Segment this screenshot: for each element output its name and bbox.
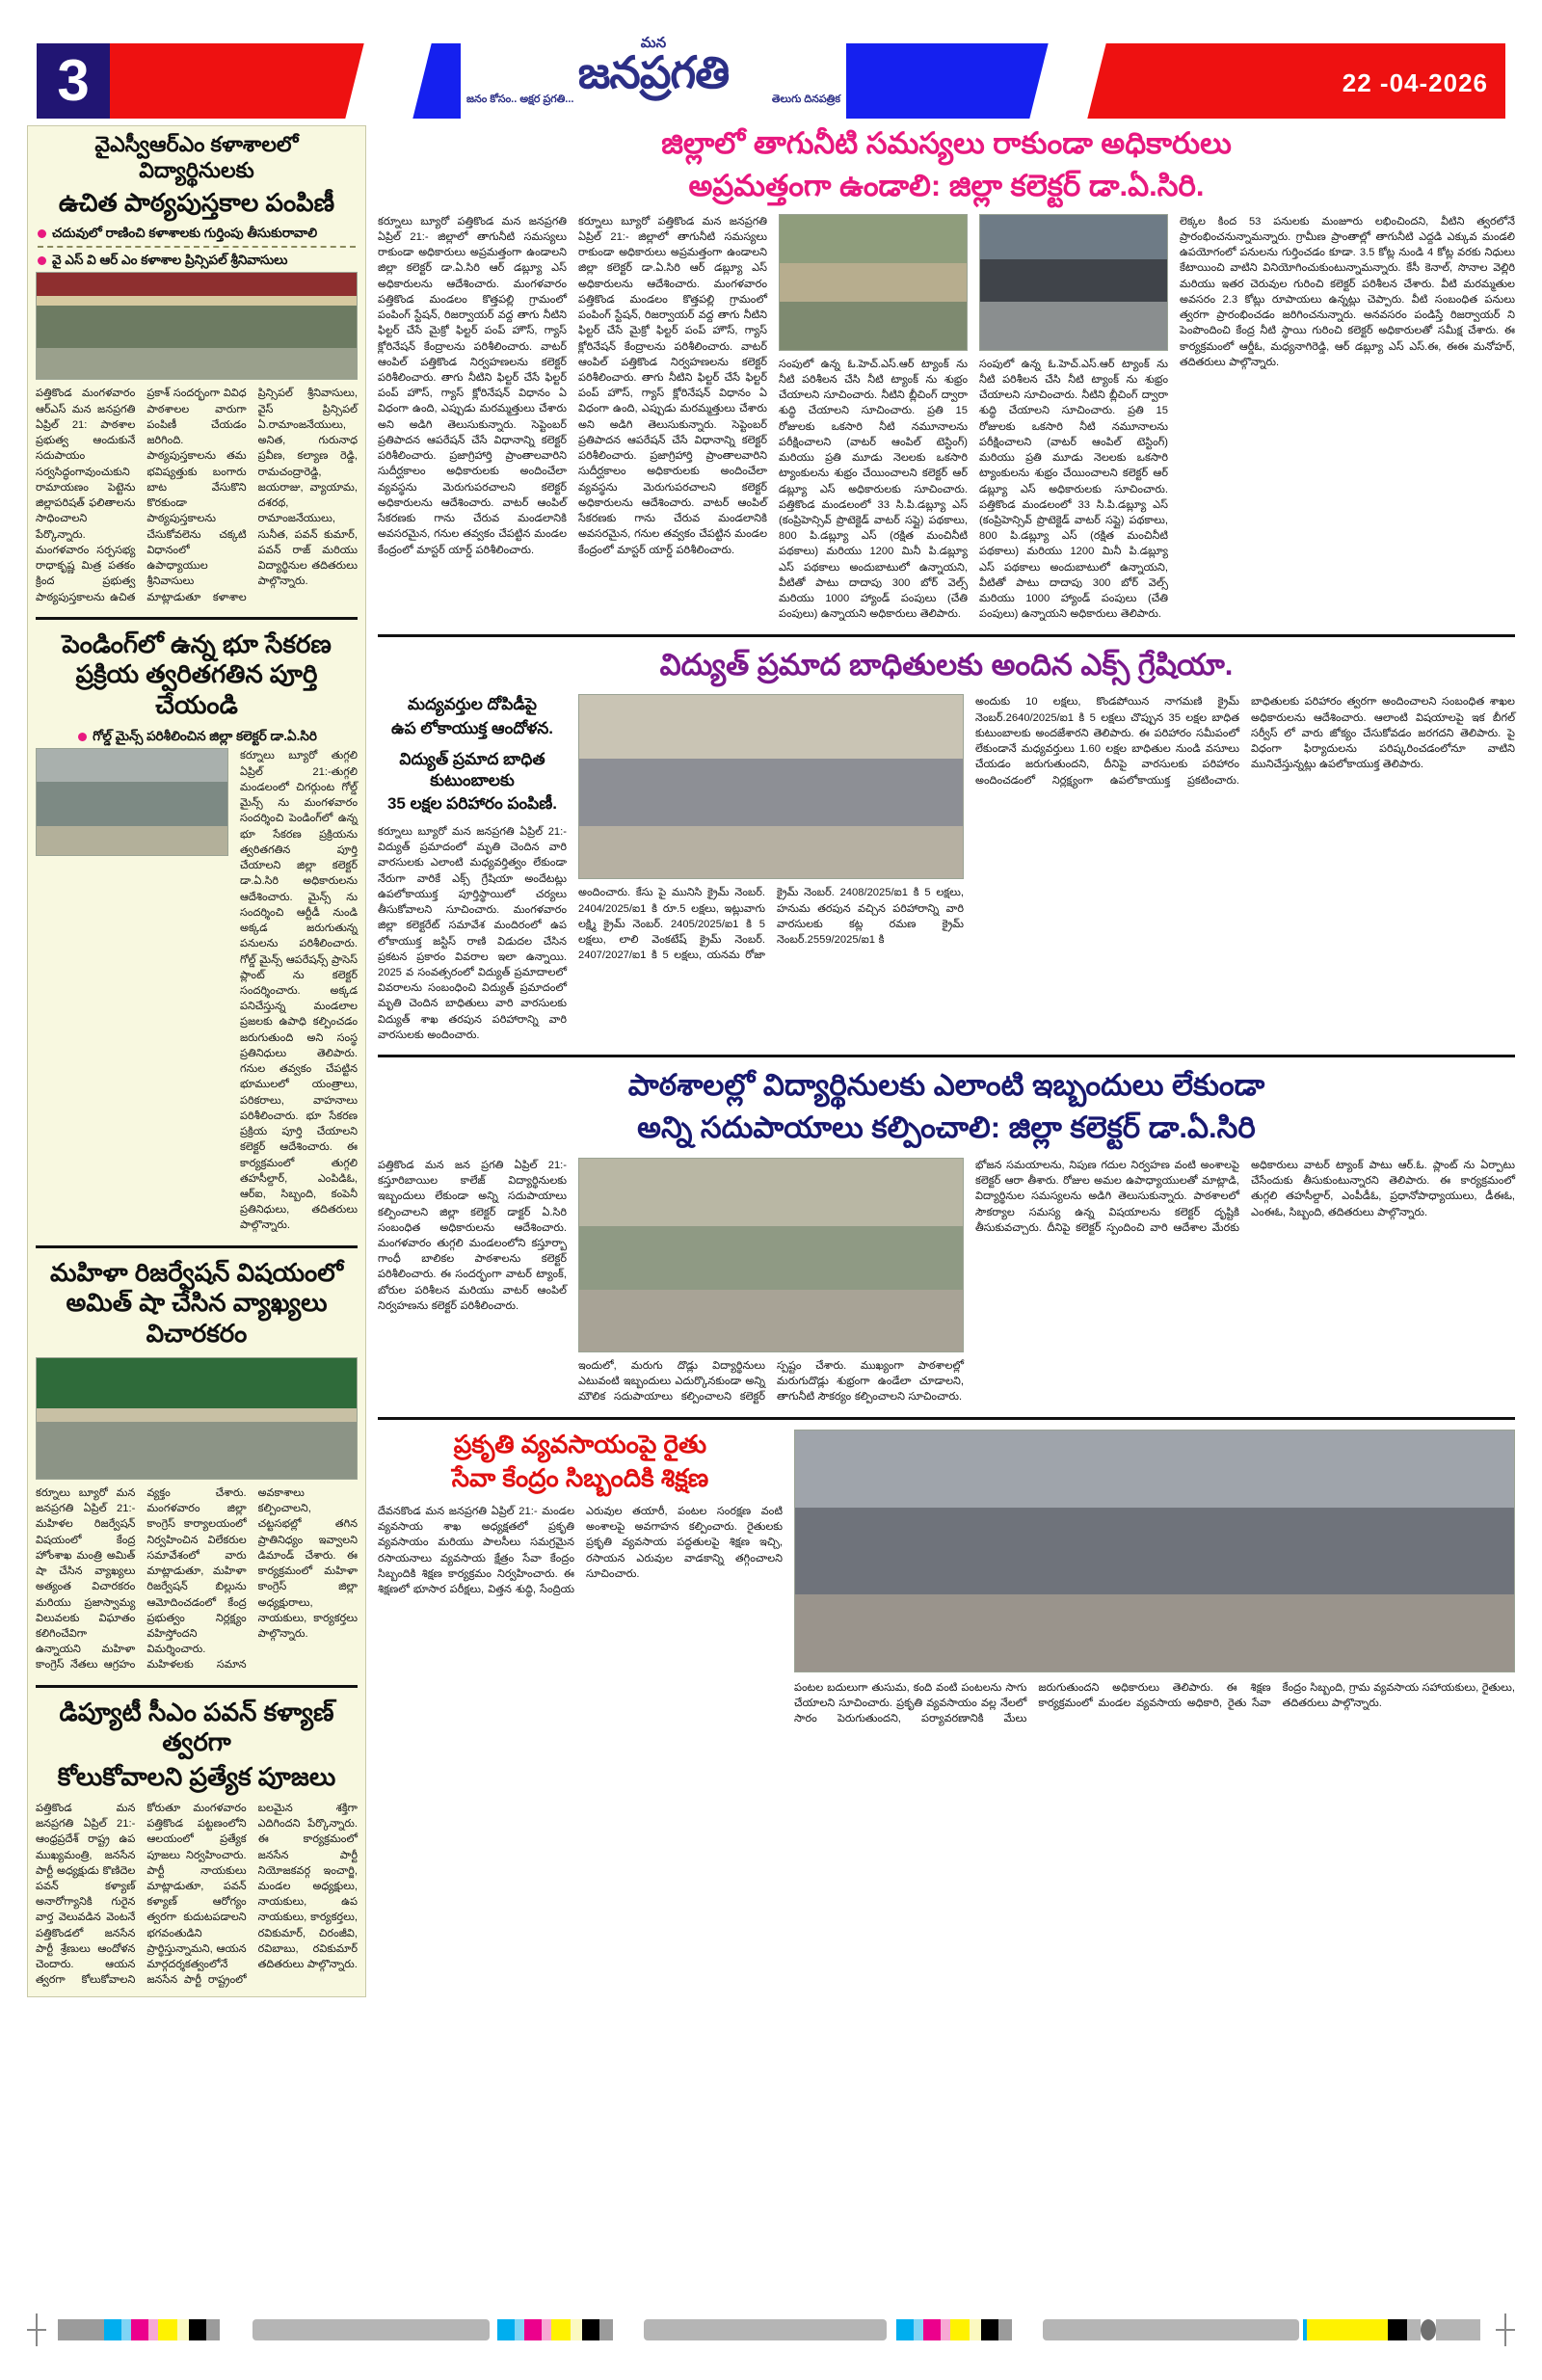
lead-headline-line2: అప్రమత్తంగా ఉండాలి: జిల్లా కలెక్టర్ డా.ఏ.సిరి. bbox=[688, 168, 1205, 202]
main-content-column bbox=[378, 125, 1515, 1726]
farming-body-right: పంటల బదులుగా తుసుమ, కంది వంటి పంటలను సాగు చేయాలని సూచించారు. ప్రకృతి వ్యవసాయం వల్ల నేలలో సారం పెరుగుతుందని, పర్యావరణానికి మేలు జరుగుతుందని అధికారులు తెలిపారు. ఈ శిక్షణ కార్యక్రమంలో మండల వ్యవసాయ అధికారి, రైతు సేవా కేంద్రం సిబ్బంది, గ్రామ వ్యవసాయ సహాయకులు, రైతులు, తదితరులు పాల్గొన్నారు. bbox=[794, 1681, 1515, 1725]
article-drinking-water bbox=[378, 125, 1515, 623]
article-headline: పెండింగ్‌లో ఉన్న భూ సేకరణ ప్రక్రియ త్వరితగతిన పూర్తి చేయండి bbox=[62, 628, 332, 720]
article-headline-line1: డిప్యూటీ సీఎం పవన్ కళ్యాణ్ త్వరగా bbox=[59, 1697, 334, 1757]
divider bbox=[36, 1245, 358, 1248]
article-headline-line2: కోలుకోవాలని ప్రత్యేక పూజలు bbox=[57, 1762, 336, 1792]
divider bbox=[378, 634, 1515, 637]
power-subhead-1: మద్యవర్తుల దోపిడీపై bbox=[407, 695, 538, 714]
lead-photo-1 bbox=[779, 214, 968, 351]
masthead-mana: మన bbox=[640, 35, 667, 51]
divider bbox=[378, 1055, 1515, 1057]
tagline-right: తెలుగు దినపత్రిక bbox=[771, 93, 840, 105]
list-item bbox=[36, 728, 358, 745]
bullet-list bbox=[36, 225, 358, 268]
list-item bbox=[36, 252, 358, 269]
masthead-red-band-right bbox=[1068, 43, 1505, 119]
article-free-textbooks bbox=[36, 132, 358, 605]
lead-headline-line1: జిల్లాలో తాగునీటి సమస్యలు రాకుండా అధికారులు bbox=[661, 126, 1232, 160]
tagline-left: జనం కోసం.. అక్షర ప్రగతి... bbox=[466, 93, 574, 105]
school-headline-line1: పాఠశాలల్లో విద్యార్థినులకు ఎలాంటి ఇబ్బందులు లేకుండా bbox=[627, 1068, 1265, 1103]
article-headline: ఉచిత పాఠ్యపుస్తకాల పంపిణీ bbox=[58, 187, 335, 217]
article-power-exgratia bbox=[378, 647, 1515, 1044]
registration-bar bbox=[0, 2319, 1542, 2340]
power-subhead-2: ఉప లోకాయుక్త ఆందోళన. bbox=[391, 718, 553, 737]
bullet-dot-icon bbox=[78, 733, 87, 741]
divider bbox=[36, 1685, 358, 1688]
school-headline-line2: అన్ని సదుపాయాలు కల్పించాలి: జిల్లా కలెక్టర్ డా.ఏ.సిరి bbox=[637, 1110, 1256, 1144]
lead-body-left-cont: కర్నూలు బ్యూరో పత్తికొండ మన జనప్రగతి ఏప్రిల్ 21:- జిల్లాలో తాగునీటి సమస్యలు రాకుండా అధికారులు అప్రమత్తంగా ఉండాలని జిల్లా కలెక్టర్ డా.ఏ.సిరి ఆర్ డబ్ల్యూ ఎస్ అధికారులను ఆదేశించారు. మంగళవారం పత్తికొండ మండలం కొత్తపల్లి గ్రామంలో పంపింగ్ స్టేషన్, రిజర్వాయర్ వద్ద తాగు నీటిని ఫిల్టర్ చేసే మైక్రో ఫిల్టర్ పంప్ హౌస్, గ్యాస్ క్లోరినేషన్ కేంద్రాలను పరిశీలించారు. వాటర్ ఆంపిల్ పత్తికొండ నిర్వహణలను కలెక్టర్ పరిశీలించారు. తాగు నీటిని ఫిల్టర్ చేసే ఫిల్టర్ పంప్ హౌస్, గ్యాస్ క్లోరినేషన్ విధానం ఏ విధంగా ఉంది, ఎప్పుడు మరమ్మత్తులు చేశారు అని అడిగి తెలుసుకున్నారు. సెప్టెంబర్ ప్రతిపాదన ఆపరేషన్ చేసే విధానాన్ని కలెక్టర్ పరిశీలించారు. ప్రజాగ్రిహార్తి ప్రాంతాలవారిని సుదీర్ఘకాలం అధికారులకు అందించేలా వ్యవస్థను మెరుగుపరచాలని కలెక్టర్ అధికారులను ఆదేశించారు. వాటర్ ఆంపిల్ సేకరణకు గాను చేరువ మండలానికి అవసరమైన, గనుల తవ్వకం చేపట్టిన మండల కేంద్రంలో మాస్టర్ యార్డ్ పరిశీలించారు. bbox=[578, 215, 767, 556]
article-school-facilities bbox=[378, 1067, 1515, 1404]
masthead-taglines bbox=[461, 94, 846, 108]
bullet-dot-icon bbox=[38, 229, 46, 238]
divider bbox=[36, 617, 358, 620]
left-column bbox=[27, 125, 366, 1997]
article-body: కర్నూలు బ్యూరో మన జనప్రగతి ఏప్రిల్ 21:-మహిళల రిజర్వేషన్ విషయంలో కేంద్ర హోంశాఖ మంత్రి అమిత్ షా చేసిన వ్యాఖ్యలు అత్యంత విచారకరం మరియు ప్రజాస్వామ్య విలువలకు విఘాతం కలిగించేవిగా ఉన్నాయని మహిళా కాంగ్రెస్ నేతలు ఆగ్రహం వ్యక్తం చేశారు. మంగళవారం జిల్లా కాంగ్రెస్ కార్యాలయంలో నిర్వహించిన విలేకరుల సమావేశంలో వారు మాట్లాడుతూ, మహిళా రిజర్వేషన్ బిల్లును ఆమోదించడంలో కేంద్ర ప్రభుత్వం నిర్లక్ష్యం వహిస్తోందని విమర్శించారు. మహిళలకు సమాన అవకాశాలు కల్పించాలని, చట్టసభల్లో తగిన ప్రాతినిధ్యం ఇవ్వాలని డిమాండ్ చేశారు. ఈ కార్యక్రమంలో మహిళా కాంగ్రెస్ జిల్లా అధ్యక్షురాలు, నాయకులు, కార్యకర్తలు పాల్గొన్నారు. bbox=[36, 1486, 358, 1671]
article-headline: మహిళా రిజర్వేషన్ విషయంలో అమిత్ షా చేసిన వ్యాఖ్యలు విచారకరం bbox=[50, 1257, 343, 1349]
power-headline: విద్యుత్ ప్రమాద బాధితులకు అందిన ఎక్స్ గ్రేషియా. bbox=[659, 647, 1234, 682]
page-number: 3 bbox=[37, 43, 110, 119]
farming-photo bbox=[794, 1430, 1515, 1672]
article-womens-reservation bbox=[36, 1258, 358, 1673]
article-kicker: వైఎస్వీఆర్ఎం కళాశాలలో విద్యార్థినులకు bbox=[94, 132, 299, 182]
divider bbox=[378, 1417, 1515, 1420]
article-body: పత్తికొండ మంగళవారం ఆర్ఎస్ మన జనప్రగతి ఏప్రిల్ 21: పాఠశాల ప్రభుత్వ ఆందుకునే సదుపాయం సర్వసిద్ధంగావుంచుకుని రామాయణం పెట్టెను జిల్లాపరిషత్ ఫలితాలను సాధించాలని పేర్కొన్నారు. మంగళవారం సర్పసభ్య రాధాకృష్ణ మిత్ర పతకం క్రింద ప్రభుత్వ పాఠ్యపుస్తకాలను ఉచిత ప్రకాశ్ సందర్భంగా వివిధ పాఠశాలల వారుగా పంపిణీ చేయడం జరిగింది. పాఠ్యపుస్తకాలను తమ భవిష్యత్తుకు బంగారు బాట వేసుకొని కొరకుండా పాఠ్యపుస్తకాలను చేసుకోవలెను చక్కటి విధానంలో ఉపాధ్యాయుల శ్రీనివాసులు మాట్లాడుతూ కళాశాల ప్రిన్సిపల్ శ్రీనివాసులు, వైస్ ప్రిన్సిపల్ ఏ.రామాంజనేయులు, అనిత, గురునాధ ప్రవీణ, కల్యాణ రెడ్డి, రామచంద్రారెడ్డి, జయరాజు, వ్యాయామ, దశరథ, రామాంజనేయులు, సునీత, పవన్ కుమార్, పవన్ రాజ్ మరియు విద్యార్థినుల తదితరులు పాల్గొన్నారు. bbox=[36, 388, 358, 603]
article-body-intro: కర్నూలు బ్యూరో తుగ్గలి ఏప్రిల్ 21:-తుగ్గలి మండలంలో చిగర్గుంట గోల్డ్ మైన్స్ ను మంగళవారం సందర్శించి పెండింగ్‌లో ఉన్న భూ సేకరణ ప్రక్రియను త్వరితగతిన పూర్తి చేయాలని జిల్లా కలెక్టర్ డా.ఏ.సిరి అధికారులను ఆదేశించారు. మైన్స్ ను సందర్శించి ఆర్టీడీ నుండి అక్కడ జరుగుతున్న పనులను పరిశీలించారు. గోల్డ్ మైన్స్ ఆపరేషన్స్ ప్రాసెస్ ప్లాంట్ ను కలెక్టర్ సందర్శించారు. అక్కడ పనిచేస్తున్న మండలాల ప్రజలకు ఉపాధి కల్పించడం జరుగుతుంది అని సంస్థ ప్రతినిధులు తెలిపారు. గనుల తవ్వకం చేపట్టిన భూములలో యంత్రాలు, పరికరాలు, వాహనాలు పరిశీలించారు. భూ సేకరణ ప్రక్రియ పూర్తి చేయాలని కలెక్టర్ ఆదేశించారు. ఈ కార్యక్రమంలో తుగ్గలి తహసీల్దార్, ఎంపిడిఓ, ఆర్ఐ, సిబ్బంది, కంపెనీ ప్రతినిధులు, తదితరులు పాల్గొన్నారు. bbox=[240, 750, 358, 1232]
school-body-left: పత్తికొండ మన జన ప్రగతి ఏప్రిల్ 21:-కస్తూరిబాయిల కాలేజ్ విద్యార్థినులకు ఇబ్బందులు లేకుండా అన్ని సదుపాయాలు కల్పించాలని జిల్లా కలెక్టర్ డాక్టర్ ఏ.సిరి సంబంధిత అధికారులను ఆదేశించారు. మంగళవారం తుగ్గలి మండలంలోని కస్తూర్బా గాంధీ బాలికల పాఠశాలను కలెక్టర్ పరిశీలించారు. ఈ సందర్భంగా వాటర్ ట్యాంక్, బోరుల పరిశీలన మరియు వాటర్ ఆంపిల్ నిర్వహణను కలెక్టర్ పరిశీలించారు. bbox=[378, 1159, 567, 1312]
publication-date: 22 -04-2026 bbox=[1342, 68, 1488, 97]
power-photo bbox=[578, 694, 964, 879]
article-body: పత్తికొండ మన జనప్రగతి ఏప్రిల్ 21:-ఆంధ్రప్రదేశ్ రాష్ట్ర ఉప ముఖ్యమంత్రి, జనసేన పార్టీ అధ్యక్షుడు కొణిదెల పవన్ కళ్యాణ్ అనారోగ్యానికి గురైన వార్త వెలువడిన వెంటనే పత్తికొండలో జనసేన పార్టీ శ్రేణులు ఆందోళన చెందారు. ఆయన త్వరగా కోలుకోవాలని కోరుతూ మంగళవారం పత్తికొండ పట్టణంలోని ఆలయంలో ప్రత్యేక పూజలు నిర్వహించారు. పార్టీ నాయకులు మాట్లాడుతూ, పవన్ కళ్యాణ్ ఆరోగ్యం త్వరగా కుదుటపడాలని భగవంతుడిని ప్రార్థిస్తున్నామని, ఆయన మార్గదర్శకత్వంలోనే జనసేన పార్టీ రాష్ట్రంలో బలమైన శక్తిగా ఎదిగిందని పేర్కొన్నారు. ఈ కార్యక్రమంలో జనసేన పార్టీ నియోజకవర్గ ఇంచార్జి, మండల అధ్యక్షులు, నాయకులు, ఉప నాయకులు, కార్యకర్తలు, రవికుమార్, చిరంజీవి, రవిబాబు, రవికుమార్ తదితరులు పాల్గొన్నారు. bbox=[36, 1802, 358, 1987]
masthead-logo bbox=[461, 34, 846, 126]
masthead-title: జనప్రగతి bbox=[577, 47, 730, 97]
article-natural-farming bbox=[378, 1430, 1515, 1727]
lead-body-right: సంపులో ఉన్న ఓ.హెచ్.ఎస్.ఆర్ ట్యాంక్ ను నీటి పరిశీలన చేసి నీటి ట్యాంక్ ను శుభ్రం చేయాలని సూచించారు. నీటిని బ్లీచింగ్ ద్వారా శుద్ధి చేయాలని సూచించారు. ప్రతి 15 రోజులకు ఒకసారి నీటి నమూనాలను పరీక్షించాలని (వాటర్ ఆంపిల్ టెస్టింగ్) మరియు ప్రతి మూడు నెలలకు ఒకసారి ట్యాంకులను శుభ్రం చేయించాలని కలెక్టర్ ఆర్ డబ్ల్యూ ఎస్ అధికారులకు సూచించారు. పత్తికొండ మండలంలో 33 సి.పి.డబ్ల్యూ ఎస్ (కంప్రిహెన్సివ్ ప్రొటెక్టెడ్ వాటర్ సప్లై) పథకాలు, 800 పి.డబ్ల్యూ ఎస్ (రక్షిత మంచినీటి పథకాలు) మరియు 1200 మినీ పి.డబ్ల్యూ ఎస్ పథకాలు అందుబాటులో ఉన్నాయని, వీటితో పాటు దాదాపు 300 బోర్ వెల్స్ మరియు 1000 హ్యాండ్ పంపులు (చేతి పంపులు) ఉన్నాయని అధికారులు తెలిపారు. bbox=[979, 358, 1168, 621]
school-photo bbox=[578, 1158, 964, 1352]
power-body-left: కర్నూలు బ్యూరో మన జనప్రగతి ఏప్రిల్ 21:- విద్యుత్ ప్రమాదంలో మృతి చెందిన వారి వారసులకు ఎలాంటి మధ్యవర్తిత్వం లేకుండా నేరుగా వారికే ఎక్స్ గ్రేషియా అందేటట్లు ఉపలోకాయుక్త పూర్తిస్థాయిలో చర్యలు తీసుకోవాలని సూచించారు. మంగళవారం జిల్లా కలెక్టరేట్ సమావేశ మందిరంలో ఉప లోకాయుక్త జస్టిస్ రాణి విడుదల చేసిన ప్రకటన ప్రకారం వివరాల ఇలా ఉన్నాయి. 2025 వ సంవత్సరంలో విద్యుత్ ప్రమాదాలలో వివరాలను సంబంధించి విద్యుత్ ప్రమాదంలో మృతి చెందిన బాధితులు వారి వారసులకు విద్యుత్ శాఖ తరపున పరిహారాన్ని వారి వారసులకు అందించారు. bbox=[378, 825, 567, 1041]
masthead bbox=[37, 35, 1505, 119]
bullet-text: చదువులో రాణించి కళాశాలకు గుర్తింపు తీసుకురావాలి bbox=[52, 226, 318, 241]
lead-photo-2 bbox=[979, 214, 1168, 351]
bullet-list bbox=[36, 728, 358, 745]
divider bbox=[38, 246, 356, 248]
lead-body-left: కర్నూలు బ్యూరో పత్తికొండ మన జనప్రగతి ఏప్రిల్ 21:- జిల్లాలో తాగునీటి సమస్యలు రాకుండా అధికారులు అప్రమత్తంగా ఉండాలని జిల్లా కలెక్టర్ డా.ఏ.సిరి ఆర్ డబ్ల్యూ ఎస్ అధికారులను ఆదేశించారు. మంగళవారం పత్తికొండ మండలం కొత్తపల్లి గ్రామంలో పంపింగ్ స్టేషన్, రిజర్వాయర్ వద్ద తాగు నీటిని ఫిల్టర్ చేసే మైక్రో ఫిల్టర్ పంప్ హౌస్, గ్యాస్ క్లోరినేషన్ కేంద్రాలను పరిశీలించారు. వాటర్ ఆంపిల్ పత్తికొండ నిర్వహణలను కలెక్టర్ పరిశీలించారు. తాగు నీటిని ఫిల్టర్ చేసే ఫిల్టర్ పంప్ హౌస్, గ్యాస్ క్లోరినేషన్ విధానం ఏ విధంగా ఉంది, ఎప్పుడు మరమ్మత్తులు చేశారు అని అడిగి తెలుసుకున్నారు. సెప్టెంబర్ ప్రతిపాదన ఆపరేషన్ చేసే విధానాన్ని కలెక్టర్ పరిశీలించారు. ప్రజాగ్రిహార్తి ప్రాంతాలవారిని సుదీర్ఘకాలం అధికారులకు అందించేలా వ్యవస్థను మెరుగుపరచాలని కలెక్టర్ అధికారులను ఆదేశించారు. వాటర్ ఆంపిల్ సేకరణకు గాను చేరువ మండలానికి అవసరమైన, గనుల తవ్వకం చేపట్టిన మండల కేంద్రంలో మాస్టర్ యార్డ్ పరిశీలించారు. bbox=[378, 215, 567, 556]
bullet-dot-icon bbox=[38, 256, 46, 265]
power-subhead-4: 35 లక్షల పరిహారం పంపిణీ. bbox=[386, 793, 558, 813]
power-subhead-3: విద్యుత్ ప్రమాద బాధిత కుటుంబాలకు bbox=[399, 749, 545, 789]
list-item bbox=[36, 225, 358, 242]
lead-body-mid: సంపులో ఉన్న ఓ.హెచ్.ఎస్.ఆర్ ట్యాంక్ ను నీటి పరిశీలన చేసి నీటి ట్యాంక్ ను శుభ్రం చేయాలని సూచించారు. నీటిని బ్లీచింగ్ ద్వారా శుద్ధి చేయాలని సూచించారు. ప్రతి 15 రోజులకు ఒకసారి నీటి నమూనాలను పరీక్షించాలని (వాటర్ ఆంపిల్ టెస్టింగ్) మరియు ప్రతి మూడు నెలలకు ఒకసారి ట్యాంకులను శుభ్రం చేయించాలని కలెక్టర్ ఆర్ డబ్ల్యూ ఎస్ అధికారులకు సూచించారు. పత్తికొండ మండలంలో 33 సి.పి.డబ్ల్యూ ఎస్ (కంప్రిహెన్సివ్ ప్రొటెక్టెడ్ వాటర్ సప్లై) పథకాలు, 800 పి.డబ్ల్యూ ఎస్ (రక్షిత మంచినీటి పథకాలు) మరియు 1200 మినీ పి.డబ్ల్యూ ఎస్ పథకాలు అందుబాటులో ఉన్నాయని, వీటితో పాటు దాదాపు 300 బోర్ వెల్స్ మరియు 1000 హ్యాండ్ పంపులు (చేతి పంపులు) ఉన్నాయని అధికారులు తెలిపారు. bbox=[779, 358, 968, 621]
bullet-text: వై ఎస్ వి ఆర్ ఎం కళాశాల ప్రిన్సిపల్ శ్రీనివాసులు bbox=[52, 252, 288, 267]
article-photo bbox=[36, 748, 228, 856]
power-body-mid: అందించారు. కేసు పై మునిసి క్రైమ్ నెంబర్. 2404/2025/ఐ1 కి రూ.5 లక్షలు, ఇట్లువాగు లక్ష్మి క్రైమ్ నెంబర్. 2405/2025/ఐ1 కి 5 లక్షలు, లాలి వెంకటేష్ క్రైమ్ నెంబర్. 2407/2027/ఐ1 కి 5 లక్షలు, యనమ రోజా క్రైమ్ నెంబర్. 2408/2025/ఐ1 కి 5 లక్షలు, హనుమ తరపున వచ్చిన పరిహారాన్ని వారి వారసులకు కట్ల రమణ క్రైమ్ నెంబర్.2559/2025/ఐ1 కి bbox=[578, 887, 964, 962]
lead-body-far-right: లెక్కల కింద 53 పనులకు మంజూరు లభించిందని, వీటిని త్వరలోనే ప్రారంభించనున్నామన్నారు. గ్రామీణ ప్రాంతాల్లో తాగునీటి ఎద్దడి ఎక్కువ మండలి ఉపయోగంలో పనులను గుర్తించడం కూడా. 3.5 కోట్ల నుండి 4 కోట్ల వరకు నిధులు కేటాయించి వాటిని వినియోగించుకుంటున్నామన్నారు. కేసీ కెనాల్, సొనాల వెల్లిరి మరియు ఇతర చెరువుల గురించి కలెక్టర్ పరిశీలన చేశారు. వీటి మరమ్మతుల అవసరం 2.3 కోట్లు రూపాయలు ఉన్నట్లు చెప్పారు. వీటి సంబంధిత పనులు త్వరగా ప్రారంభించడం జరిగించనున్నారు. అనవసరం పండిస్తే రిజర్వాయర్ ని పెంపొందించి కేంద్ర నీటి స్థాయి గురించి కలెక్టర్ అధికారులతో సమీక్ష చేశారు. ఈ కార్యక్రమంలో ఆర్డీఓ, మధ్యనాగిరెడ్డి, ఆర్ డబ్ల్యూ ఎస్ ఎస్.ఈ, ఈఈ మనోహర్, తదితరులు పాల్గొన్నారు. bbox=[1180, 215, 1515, 368]
school-body-right: భోజన సమయాలను, నిపుణ గదుల నిర్వహణ వంటి అంశాలపై కలెక్టర్ ఆరా తీశారు. రోజుల అమల ఉపాధ్యాయులతో మాట్లాడి, విద్యార్థినుల సమస్యలను అడిగి తెలుసుకున్నారు. పాఠశాలలో సౌకర్యాల సమస్య ఉన్న విషయాలను కలెక్టర్ దృష్టికి తీసుకువచ్చారు. దీనిపై కలెక్టర్ స్పందించి వారి ఆదేశాల మేరకు అధికారులు వాటర్ ట్యాంక్ పాటు ఆర్.ఓ. ప్లాంట్ ను ఏర్పాటు చేసేందుకు తీసుకుంటున్నారని తెలిపారు. ఈ కార్యక్రమంలో తుగ్గలి తహసీల్దార్, ఎంపీడీఓ, ప్రధానోపాధ్యాయులు, డీఈఓ, ఎంఈఓ, సిబ్బంది, తదితరులు పాల్గొన్నారు. bbox=[975, 1159, 1515, 1234]
farming-headline-line2: సేవా కేంద్రం సిబ్బందికి శిక్షణ bbox=[451, 1463, 709, 1493]
power-body-right: అందుకు 10 లక్షలు, కొండపోయిన నాగమణి క్రైమ్ నెంబర్.2640/2025/ఐ1 కి 5 లక్షలు చొప్పున 35 లక్షల బాధిత కుటుంబాలకు అందజేశారని తెలిపారు. ఈ పరిహారం సమీపంలో లేకుండానే మధ్యవర్తులు 1.60 లక్షల బాధితుల నుండి వసూలు చేయడం జరుగుతుందని, దీనిపై వారసులకు పరిహారం అందించడంలో నిర్లక్ష్యంగా ఉపలోకాయుక్త ప్రకటించారు. బాధితులకు పరిహారం త్వరగా అందించాలని సంబంధిత శాఖల అధికారులను ఆదేశించారు. ఆలాంటి విషయాలపై ఇక బీగల్ సర్వీస్ లో వారు జోక్యం చేసుకోవడం జరగదని తెలిపారు. పై విధంగా ఫిర్యాదులను పరిష్కరించడంలోనూ వాటిని మునిచేస్తున్నట్లు ఉపలోకాయుక్త తెలిపారు. bbox=[975, 696, 1515, 787]
farming-body-left: దేవనకొండ మన జనప్రగతి ఏప్రిల్ 21:- మండల వ్యవసాయ శాఖ అధ్యక్షతలో ప్రకృతి వ్యవసాయం మరియు పాలసీలు సమగ్రమైన రసాయనాలు వ్యవసాయ క్షేత్రం సేవా కేంద్రం సిబ్బందికి శిక్షణ కార్యక్రమం నిర్వహించారు. ఈ శిక్షణలో భూసార పరీక్షలు, విత్తన శుద్ధి, సేంద్రియ ఎరువుల తయారీ, పంటల సంరక్షణ వంటి అంశాలపై అవగాహన కల్పించారు. రైతులకు ప్రకృతి వ్యవసాయ పద్ధతులపై శిక్షణ ఇచ్చి, రసాయన ఎరువుల వాడకాన్ని తగ్గించాలని సూచించారు. bbox=[378, 1505, 783, 1596]
school-body-mid: ఇందులో, మరుగు దొడ్లు విద్యార్థినులు ఎటువంటి ఇబ్బందులు ఎదుర్కొనకుండా అన్ని మౌలిక సదుపాయాలు కల్పించాలని కలెక్టర్ స్పష్టం చేశారు. ముఖ్యంగా పాఠశాలల్లో మరుగుదొడ్లు శుభ్రంగా ఉండేలా చూడాలని, తాగునీటి సౌకర్యం కల్పించాలని సూచించారు. bbox=[578, 1359, 964, 1404]
farming-headline-line1: ప్రకృతి వ్యవసాయంపై రైతు bbox=[453, 1429, 707, 1458]
article-photo bbox=[36, 1357, 358, 1480]
article-photo bbox=[36, 272, 358, 380]
article-land-acquisition bbox=[36, 629, 358, 1234]
bullet-text: గోల్డ్ మైన్స్ పరిశీలించిన జిల్లా కలెక్టర్ డా.ఏ.సిరి bbox=[93, 728, 317, 743]
article-pawan-kalyan-pujas bbox=[36, 1698, 358, 1989]
